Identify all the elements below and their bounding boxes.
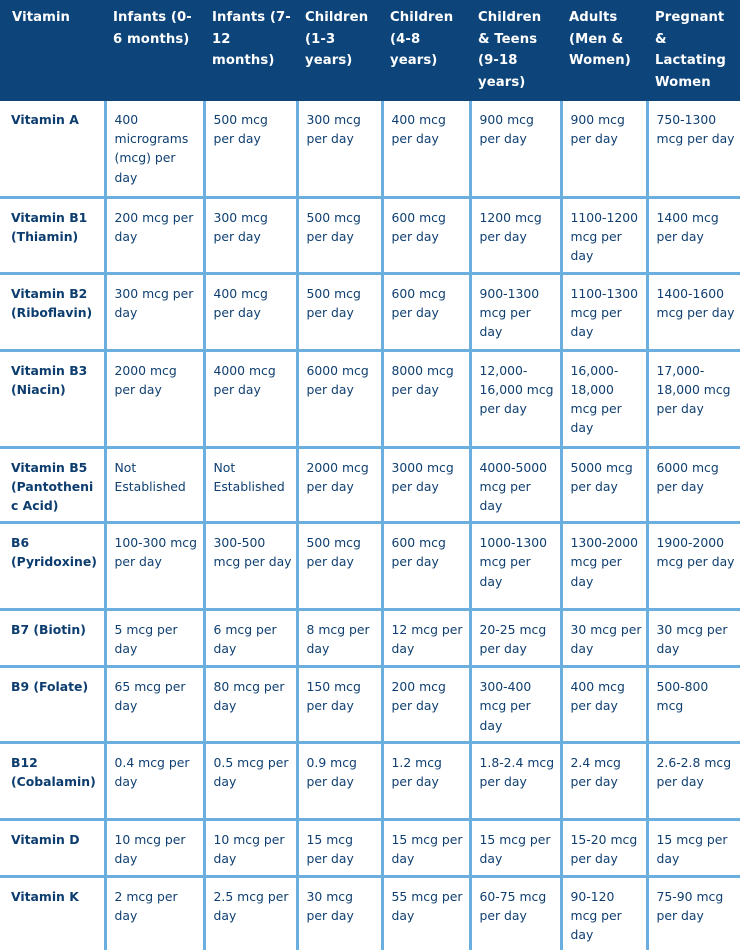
table-cell: 300-400 mcg per day (470, 667, 561, 743)
table-cell: 600 mcg per day (382, 523, 470, 610)
table-cell: 6 mcg per day (204, 610, 297, 667)
table-cell: 75-90 mcg per day (647, 876, 740, 950)
table-cell: 10 mcg per day (105, 819, 204, 876)
table-row (0, 667, 740, 743)
table-cell: 2000 mcg per day (105, 350, 204, 447)
table-cell: 150 mcg per day (297, 667, 382, 743)
table-cell: 8000 mcg per day (382, 350, 470, 447)
table-cell: 900 mcg per day (470, 101, 561, 197)
table-cell: 15 mcg per day (647, 819, 740, 876)
table-cell: 4000-5000 mcg per day (470, 447, 561, 523)
table-row (0, 273, 740, 350)
table-cell: 30 mcg per day (647, 610, 740, 667)
header-children-teens-9-18: Children & Teens (9-18 years) (470, 0, 561, 101)
table-body (0, 101, 740, 950)
vitamin-name: Vitamin K (0, 876, 105, 950)
header-children-4-8: Children (4-8 years) (382, 0, 470, 101)
table-row (0, 101, 740, 197)
table-cell: 900 mcg per day (561, 101, 647, 197)
header-children-1-3: Children (1-3 years) (297, 0, 382, 101)
table-cell: 200 mcg per day (105, 197, 204, 273)
table-cell: 2.4 mcg per day (561, 742, 647, 819)
vitamin-name: Vitamin A (0, 101, 105, 197)
table-cell: 6000 mcg per day (647, 447, 740, 523)
table-cell: 15 mcg per day (297, 819, 382, 876)
table-row (0, 876, 740, 950)
table-cell: 16,000-18,000 mcg per day (561, 350, 647, 447)
table-cell: 1100-1300 mcg per day (561, 273, 647, 350)
table-cell: 0.5 mcg per day (204, 742, 297, 819)
table-cell: 10 mcg per day (204, 819, 297, 876)
table-cell: 15-20 mcg per day (561, 819, 647, 876)
table-cell: 1100-1200 mcg per day (561, 197, 647, 273)
table-cell: 400 micrograms (mcg) per day (105, 101, 204, 197)
table-cell: 300 mcg per day (204, 197, 297, 273)
table-cell: 30 mcg per day (561, 610, 647, 667)
table-cell: 2000 mcg per day (297, 447, 382, 523)
table-cell: 2.5 mcg per day (204, 876, 297, 950)
table-cell: 1000-1300 mcg per day (470, 523, 561, 610)
table-cell: 12,000-16,000 mcg per day (470, 350, 561, 447)
table-cell: 65 mcg per day (105, 667, 204, 743)
table-cell: 400 mcg per day (561, 667, 647, 743)
vitamin-name: B6 (Pyridoxine) (0, 523, 105, 610)
table-row (0, 742, 740, 819)
table-cell: 750-1300 mcg per day (647, 101, 740, 197)
table-cell: 400 mcg per day (382, 101, 470, 197)
table-cell: 1300-2000 mcg per day (561, 523, 647, 610)
table-cell: 80 mcg per day (204, 667, 297, 743)
table-cell: 500-800 mcg (647, 667, 740, 743)
table-cell: 90-120 mcg per day (561, 876, 647, 950)
table-row (0, 447, 740, 523)
table-row (0, 610, 740, 667)
table-cell: 55 mcg per day (382, 876, 470, 950)
table-row (0, 819, 740, 876)
table-cell: 500 mcg per day (297, 523, 382, 610)
table-cell: 5 mcg per day (105, 610, 204, 667)
table-cell: 500 mcg per day (297, 197, 382, 273)
vitamin-name: Vitamin B5 (Pantothenic Acid) (0, 447, 105, 523)
table-cell: 2.6-2.8 mcg per day (647, 742, 740, 819)
table-cell: 100-300 mcg per day (105, 523, 204, 610)
table-cell: 300 mcg per day (297, 101, 382, 197)
header-pregnant-lactating: Pregnant & Lactating Women (647, 0, 740, 101)
table-cell: 1200 mcg per day (470, 197, 561, 273)
table-cell: Not Established (105, 447, 204, 523)
table-row (0, 350, 740, 447)
vitamin-name: Vitamin D (0, 819, 105, 876)
table-cell: 1.2 mcg per day (382, 742, 470, 819)
table-cell: 600 mcg per day (382, 197, 470, 273)
table-cell: 4000 mcg per day (204, 350, 297, 447)
table-cell: 1.8-2.4 mcg per day (470, 742, 561, 819)
table-row (0, 197, 740, 273)
header-vitamin: Vitamin (0, 0, 105, 101)
vitamin-name: Vitamin B2 (Riboflavin) (0, 273, 105, 350)
table-cell: 60-75 mcg per day (470, 876, 561, 950)
header-infants-0-6: Infants (0-6 months) (105, 0, 204, 101)
table-cell: 600 mcg per day (382, 273, 470, 350)
table-cell: 500 mcg per day (204, 101, 297, 197)
table-cell: 1400-1600 mcg per day (647, 273, 740, 350)
header-adults: Adults (Men & Women) (561, 0, 647, 101)
vitamin-name: B12 (Cobalamin) (0, 742, 105, 819)
vitamin-name: Vitamin B1 (Thiamin) (0, 197, 105, 273)
table-cell: 17,000-18,000 mcg per day (647, 350, 740, 447)
table-cell: 1400 mcg per day (647, 197, 740, 273)
header-row (0, 0, 740, 101)
table-cell: 0.4 mcg per day (105, 742, 204, 819)
table-cell: 30 mcg per day (297, 876, 382, 950)
vitamin-name: B9 (Folate) (0, 667, 105, 743)
table-cell: 20-25 mcg per day (470, 610, 561, 667)
header-infants-7-12: Infants (7-12 months) (204, 0, 297, 101)
table-header (0, 0, 740, 101)
table-row (0, 523, 740, 610)
table-cell: 15 mcg per day (470, 819, 561, 876)
table-cell: 500 mcg per day (297, 273, 382, 350)
table-cell: 6000 mcg per day (297, 350, 382, 447)
vitamin-name: B7 (Biotin) (0, 610, 105, 667)
table-cell: 12 mcg per day (382, 610, 470, 667)
table-cell: 2 mcg per day (105, 876, 204, 950)
table-cell: 8 mcg per day (297, 610, 382, 667)
table-cell: 3000 mcg per day (382, 447, 470, 523)
table-cell: 300-500 mcg per day (204, 523, 297, 610)
table-cell: 1900-2000 mcg per day (647, 523, 740, 610)
table-cell: Not Established (204, 447, 297, 523)
table-cell: 900-1300 mcg per day (470, 273, 561, 350)
vitamin-name: Vitamin B3 (Niacin) (0, 350, 105, 447)
table-cell: 200 mcg per day (382, 667, 470, 743)
table-cell: 5000 mcg per day (561, 447, 647, 523)
table-cell: 15 mcg per day (382, 819, 470, 876)
table-cell: 0.9 mcg per day (297, 742, 382, 819)
table-cell: 300 mcg per day (105, 273, 204, 350)
table-cell: 400 mcg per day (204, 273, 297, 350)
